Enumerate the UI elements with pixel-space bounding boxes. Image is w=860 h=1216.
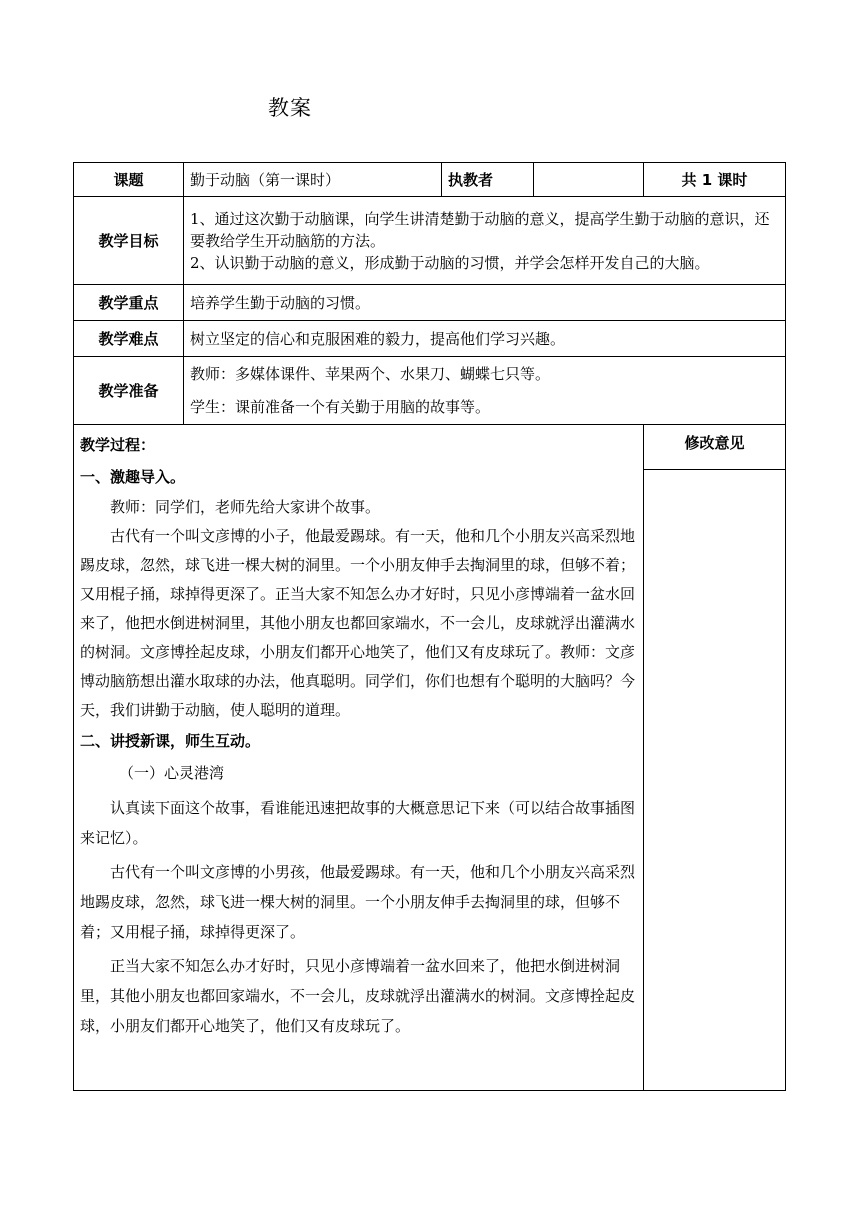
difficulties-label: 教学难点 — [74, 321, 184, 357]
topic-label: 课题 — [74, 163, 184, 197]
lesson-plan-table — [73, 162, 786, 1091]
goal-2: 2、认识勤于动脑的意义，形成勤于动脑的习惯，并学会怎样开发自己的大脑。 — [190, 253, 710, 272]
paragraph-2: 古代有一个叫文彦博的小子，他最爱踢球。有一天，他和几个小朋友兴高采烈地踢皮球，忽然，球飞进一棵大树的洞里。一个小朋友伸手去掏洞里的球，但够不着；又用棍子捅，球掉得更深了。正当大家不知怎么办才好时，只见小彦博端着一盆水回来了，他把水倒进树洞里，其他小朋友也都回家端水，不一会儿，皮球就浮出灌满水的树洞。文彦博拴起皮球，小朋友们都开心地笑了，他们又有皮球玩了。教师：文彦博动脑筋想出灌水取球的办法，他真聪明。同学们，你们也想有个聪明的大脑吗？今天，我们讲勤于动脑，使人聪明的道理。 — [80, 527, 636, 719]
paragraph-1: 教师：同学们，老师先给大家讲个故事。 — [110, 498, 381, 516]
goals-label: 教学目标 — [74, 197, 184, 285]
topic-row — [74, 163, 786, 197]
process-row — [74, 425, 786, 1091]
preparation-content — [184, 357, 786, 425]
key-points-row — [74, 285, 786, 321]
document-title: 教案 — [268, 96, 312, 120]
preparation-teacher: 教师：多媒体课件、苹果两个、水果刀、蝴蝶七只等。 — [190, 364, 551, 383]
goals-content — [184, 197, 786, 285]
subsection-1-title: （一）心灵港湾 — [119, 764, 225, 782]
class-hours: 共 1 课时 — [644, 163, 786, 197]
remarks-column — [644, 425, 786, 1091]
preparation-student: 学生：课前准备一个有关勤于用脑的故事等。 — [190, 397, 491, 416]
paragraph-5: 正当大家不知怎么办才好时，只见小彦博端着一盆水回来了，他把水倒进树洞里，其他小朋友也都回家端水，不一会儿，皮球就浮出灌满水的树洞。文彦博拴起皮球，小朋友们都开心地笑了，他们又有皮球玩了。 — [80, 957, 636, 1035]
process-content — [74, 425, 644, 1091]
preparation-row — [74, 357, 786, 425]
section-1-title: 一、激趣导入。 — [80, 468, 186, 486]
remarks-label: 修改意见 — [644, 425, 785, 470]
preparation-label: 教学准备 — [74, 357, 184, 425]
difficulties-value: 树立坚定的信心和克服困难的毅力，提高他们学习兴趣。 — [184, 321, 786, 357]
paragraph-4: 古代有一个叫文彦博的小男孩，他最爱踢球。有一天，他和几个小朋友兴高采烈地踢皮球，忽然，球飞进一棵大树的洞里。一个小朋友伸手去掏洞里的球，但够不着；又用棍子捅，球掉得更深了。 — [80, 863, 636, 941]
process-label: 教学过程： — [80, 436, 156, 454]
topic-value: 勤于动脑（第一课时） — [184, 163, 442, 197]
teacher-value — [534, 163, 644, 197]
paragraph-3: 认真读下面这个故事，看谁能迅速把故事的大概意思记下来（可以结合故事插图来记忆）。 — [80, 799, 636, 847]
section-2-title: 二、讲授新课，师生互动。 — [80, 732, 261, 750]
goal-1: 1、通过这次勤于动脑课，向学生讲清楚勤于动脑的意义，提高学生勤于动脑的意识，还要教给学生开动脑筋的方法。 — [190, 209, 770, 250]
key-points-label: 教学重点 — [74, 285, 184, 321]
key-points-value: 培养学生勤于动脑的习惯。 — [184, 285, 786, 321]
teacher-label: 执教者 — [442, 163, 534, 197]
goals-row — [74, 197, 786, 285]
difficulties-row — [74, 321, 786, 357]
